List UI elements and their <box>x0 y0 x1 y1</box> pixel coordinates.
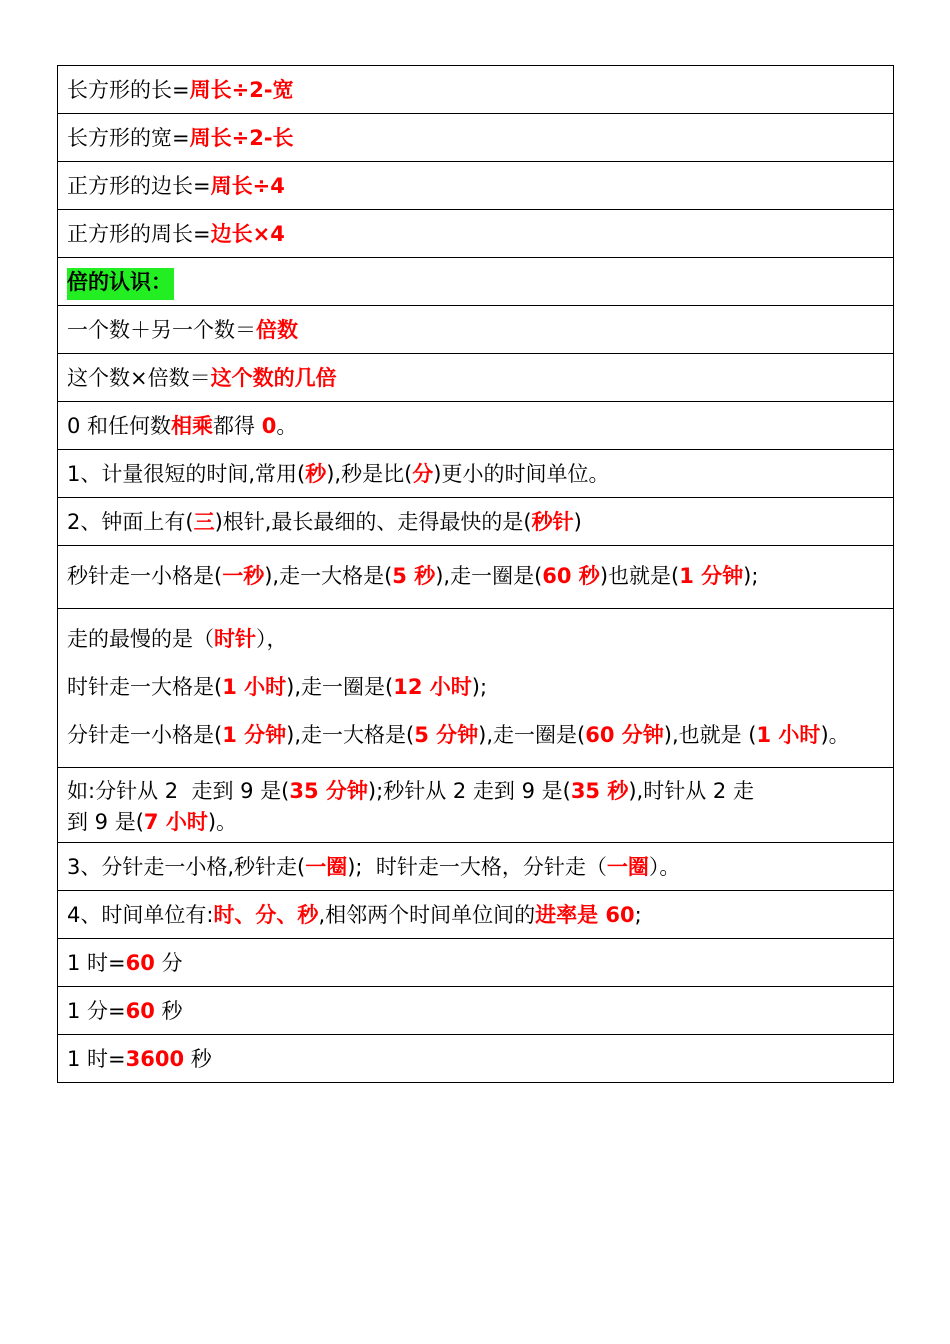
table-row <box>58 450 894 498</box>
table-cell <box>58 66 894 114</box>
table-cell <box>58 306 894 354</box>
text-segment: 分 <box>154 950 183 975</box>
highlighted-text: 相乘 <box>171 413 214 438</box>
table-row <box>58 1035 894 1083</box>
cell-line <box>67 502 885 542</box>
highlighted-text: 5 分钟 <box>414 723 479 747</box>
text-segment: ; <box>634 902 642 927</box>
cell-line <box>67 118 885 158</box>
table-row <box>58 354 894 402</box>
highlighted-text: 60 秒 <box>542 564 600 588</box>
text-segment: ),时针从 2 走 <box>628 779 754 803</box>
table-cell <box>58 210 894 258</box>
text-segment: 长方形的长= <box>67 77 190 102</box>
text-segment: ); 时针走一大格，分针走（ <box>347 854 607 879</box>
table-row <box>58 939 894 987</box>
text-segment: )也就是( <box>599 564 680 588</box>
text-segment: 走的最慢的是（ <box>67 627 214 651</box>
table-row <box>58 258 894 306</box>
highlighted-text: 7 小时 <box>143 810 208 834</box>
text-segment: 正方形的周长= <box>67 221 211 246</box>
text-segment: 2、钟面上有( <box>67 509 194 534</box>
table-row <box>58 306 894 354</box>
text-segment: 秒 <box>154 998 183 1023</box>
table-cell <box>58 891 894 939</box>
text-segment: ),走一圈是( <box>435 564 543 588</box>
table-cell <box>58 1035 894 1083</box>
highlighted-text: 5 秒 <box>392 564 436 588</box>
highlighted-text: 倍数 <box>256 317 298 342</box>
text-segment: ）。 <box>648 854 681 879</box>
text-segment: ) <box>573 509 582 534</box>
cell-line <box>67 847 885 887</box>
highlighted-text: 分 <box>412 461 434 486</box>
highlighted-text: 周长÷4 <box>210 173 285 198</box>
table-cell <box>58 843 894 891</box>
table-row <box>58 891 894 939</box>
text-segment: 分针走一小格是( <box>67 723 223 747</box>
table-cell <box>58 768 894 843</box>
table-cell <box>58 987 894 1035</box>
highlighted-text: 一秒 <box>222 564 265 588</box>
section-heading: 倍的认识： <box>67 268 174 300</box>
highlighted-text: 一圈 <box>606 854 649 879</box>
text-segment: ),走一圈是( <box>478 723 586 747</box>
table-cell <box>58 258 894 306</box>
text-segment: 都得 <box>213 413 262 438</box>
table-row <box>58 498 894 546</box>
notes-table-body <box>58 66 894 1083</box>
text-segment: 3、分针走一小格,秒针走( <box>67 854 306 879</box>
table-cell <box>58 498 894 546</box>
highlighted-text: 这个数的几倍 <box>210 365 337 390</box>
highlighted-text: 60 <box>125 998 155 1023</box>
table-cell <box>58 354 894 402</box>
text-segment: 长方形的宽= <box>67 125 190 150</box>
text-segment: 时针走一大格是( <box>67 675 223 699</box>
table-row <box>58 210 894 258</box>
cell-line <box>67 454 885 494</box>
text-segment: 正方形的边长= <box>67 173 211 198</box>
table-row <box>58 987 894 1035</box>
highlighted-text: 1 小时 <box>756 723 821 747</box>
text-segment: ,相邻两个时间单位间的 <box>318 902 536 927</box>
cell-line <box>67 711 885 759</box>
highlighted-text: 进率是 60 <box>535 902 635 927</box>
cell-line <box>67 552 885 600</box>
text-segment: 如:分针从 2 走到 9 是( <box>67 779 290 803</box>
highlighted-text: 周长÷2-宽 <box>189 77 294 102</box>
highlighted-text: 秒针 <box>531 509 574 534</box>
cell-line <box>67 406 885 446</box>
text-segment: ),秒是比( <box>326 461 413 486</box>
table-cell <box>58 114 894 162</box>
highlighted-text: 秒 <box>305 461 327 486</box>
text-segment: 秒针走一小格是( <box>67 564 223 588</box>
table-row <box>58 609 894 768</box>
cell-line <box>67 262 885 302</box>
highlighted-text: 3600 <box>125 1046 185 1071</box>
highlighted-text: 12 小时 <box>393 675 472 699</box>
cell-line <box>67 310 885 350</box>
highlighted-text: 三 <box>193 509 215 534</box>
table-cell <box>58 609 894 768</box>
highlighted-text: 1 分钟 <box>679 564 744 588</box>
text-segment: 0 和任何数 <box>67 413 172 438</box>
text-segment: 。 <box>276 413 298 438</box>
highlighted-text: 周长÷2-长 <box>189 125 294 150</box>
highlighted-text: 1 小时 <box>222 675 287 699</box>
highlighted-text: 0 <box>261 413 277 438</box>
highlighted-text: 60 分钟 <box>585 723 664 747</box>
table-row <box>58 546 894 609</box>
highlighted-text: 60 <box>125 950 155 975</box>
table-row <box>58 402 894 450</box>
cell-line <box>67 991 885 1031</box>
cell-line <box>67 358 885 398</box>
table-cell <box>58 939 894 987</box>
text-segment: 1 时= <box>67 950 126 975</box>
cell-line <box>67 807 885 838</box>
notes-table <box>57 65 894 1083</box>
cell-line <box>67 166 885 206</box>
text-segment: 1、计量很短的时间,常用( <box>67 461 306 486</box>
text-segment: 1 时= <box>67 1046 126 1071</box>
text-segment: 4、时间单位有: <box>67 902 214 927</box>
text-segment: ),走一大格是( <box>264 564 393 588</box>
text-segment: ); <box>471 675 488 699</box>
text-segment: );秒针从 2 走到 9 是( <box>367 779 571 803</box>
highlighted-text: 1 分钟 <box>222 723 287 747</box>
text-segment: 到 9 是( <box>67 810 144 834</box>
table-cell <box>58 450 894 498</box>
text-segment: ),走一大格是( <box>286 723 415 747</box>
text-segment: ),走一圈是( <box>286 675 394 699</box>
table-cell <box>58 402 894 450</box>
text-segment: 一个数＋另一个数＝ <box>67 317 256 342</box>
cell-line <box>67 943 885 983</box>
cell-line <box>67 70 885 110</box>
cell-line <box>67 895 885 935</box>
highlighted-text: 时针 <box>214 627 256 651</box>
text-segment: ),也就是 ( <box>663 723 757 747</box>
text-segment: ）， <box>256 627 288 651</box>
cell-line <box>67 1039 885 1079</box>
table-cell <box>58 162 894 210</box>
table-cell <box>58 546 894 609</box>
text-segment: 秒 <box>184 1046 212 1071</box>
text-segment: ); <box>743 564 759 588</box>
table-row <box>58 162 894 210</box>
highlighted-text: 一圈 <box>305 854 348 879</box>
table-row <box>58 843 894 891</box>
cell-line <box>67 615 885 663</box>
highlighted-text: 时、分、秒 <box>213 902 319 927</box>
cell-line <box>67 776 885 807</box>
highlighted-text: 35 秒 <box>570 779 629 803</box>
cell-line <box>67 663 885 711</box>
text-segment: )更小的时间单位。 <box>433 461 610 486</box>
table-row <box>58 66 894 114</box>
highlighted-text: 边长×4 <box>210 221 285 246</box>
table-row <box>58 768 894 843</box>
text-segment: 这个数×倍数＝ <box>67 365 211 390</box>
text-segment: 1 分= <box>67 998 126 1023</box>
text-segment: )。 <box>207 810 238 834</box>
text-segment: )。 <box>820 723 850 747</box>
cell-line <box>67 214 885 254</box>
text-segment: )根针,最长最细的、走得最快的是( <box>214 509 532 534</box>
table-row <box>58 114 894 162</box>
highlighted-text: 35 分钟 <box>289 779 368 803</box>
